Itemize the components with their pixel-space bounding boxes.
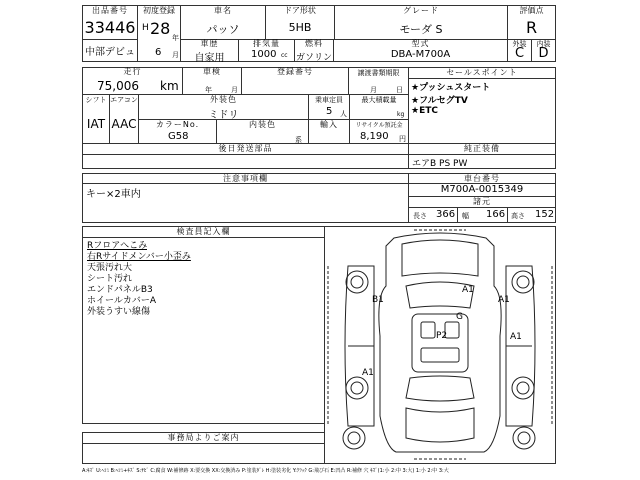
office-divider bbox=[82, 443, 325, 444]
diagram-mark-5: P2 bbox=[436, 331, 448, 341]
mileage: 75,006 bbox=[97, 79, 139, 93]
displacement-header: 排気量 bbox=[253, 39, 280, 48]
selling-point-3: ★ETC bbox=[411, 106, 438, 116]
trunk-outline bbox=[406, 408, 474, 442]
diagram-mark-7: A1 bbox=[362, 368, 374, 378]
inspection-header: 車検 bbox=[203, 67, 221, 76]
interior-color-header: 内装色 bbox=[249, 120, 276, 129]
inspector-line-3: 天張汚れ大 bbox=[87, 263, 133, 273]
recycle-unit: 円 bbox=[399, 135, 406, 143]
diagram-mark-2: B1 bbox=[372, 295, 384, 305]
year-unit: 年 bbox=[172, 34, 179, 42]
frame-divider-3 bbox=[408, 207, 556, 208]
ext-grade: C bbox=[514, 46, 525, 61]
later-parts-divider bbox=[82, 154, 409, 155]
displacement: 1000 bbox=[251, 49, 277, 60]
later-parts-header: 後日発送部品 bbox=[218, 144, 273, 153]
notes-value: キー×2車内 bbox=[86, 189, 141, 200]
ext-header: 外装 bbox=[512, 40, 527, 48]
hood-outline bbox=[402, 240, 478, 276]
inspection-month-unit: 月 bbox=[231, 86, 238, 94]
wheel-front-right bbox=[512, 271, 534, 293]
color-no: G58 bbox=[168, 131, 189, 142]
recycle-fee: 8,190 bbox=[360, 131, 389, 142]
inspector-line-5: エンドパネルB3 bbox=[87, 285, 153, 295]
length-label: 長さ bbox=[413, 212, 427, 220]
equipment-divider bbox=[408, 154, 556, 155]
equipment-header: 純正装備 bbox=[464, 144, 500, 153]
doc-day-unit: 日 bbox=[396, 86, 403, 94]
dims-header: 諸元 bbox=[473, 197, 491, 206]
inspector-line-6: ホイールカバーA bbox=[87, 296, 156, 306]
ac: AAC bbox=[111, 117, 137, 131]
inspector-line-4: シート汚れ bbox=[87, 274, 133, 284]
car-name: パッソ bbox=[206, 23, 240, 36]
interior-color-unit: 系 bbox=[295, 136, 302, 144]
doc-expiry-header: 譲渡書類期限 bbox=[357, 69, 400, 77]
mileage-unit: km bbox=[160, 79, 179, 93]
selling-points-divider bbox=[408, 78, 556, 79]
wheel-bottom-left bbox=[343, 427, 365, 449]
score: R bbox=[525, 18, 538, 37]
reg-no-header: 登録番号 bbox=[277, 67, 313, 76]
shift: IAT bbox=[86, 117, 106, 131]
dims-sep-2 bbox=[507, 207, 508, 223]
grade-header: グレード bbox=[403, 6, 439, 15]
int-header: 内装 bbox=[536, 40, 551, 48]
wheel-rear-right bbox=[512, 377, 534, 399]
legend-footer: A:ｷｽﾞ U:ﾍｺﾐ B:ﾍｺﾐ+ｷｽﾞ S:ｻﾋﾞ C:腐食 W:補修跡 X:要交換 XX:交換済み P:塗装ﾀﾞﾚ H:塗装劣化 Y:ｸﾗｯｸ G:飛び石 E:凹凸 R:補修 穴 ｷｽﾞ(1:小 2:中 3:大) 1:小 2:中 3:大 bbox=[82, 468, 449, 474]
wheel-front-left bbox=[346, 271, 368, 293]
inspector-header: 検査員記入欄 bbox=[176, 227, 231, 236]
height: 152 bbox=[535, 209, 555, 220]
exterior-color: ミドリ bbox=[208, 110, 239, 121]
ac-header: エアコン bbox=[110, 96, 138, 104]
dims-sep-1 bbox=[457, 207, 458, 223]
notes-divider bbox=[82, 183, 409, 184]
int-grade: D bbox=[538, 46, 549, 61]
width: 166 bbox=[486, 209, 506, 220]
capacity-header: 乗車定員 bbox=[315, 96, 343, 104]
height-label: 高さ bbox=[511, 212, 525, 220]
venue: 中部デビュ bbox=[85, 47, 135, 58]
model: DBA-M700A bbox=[390, 49, 451, 60]
era: H bbox=[142, 23, 149, 33]
model-header: 型式 bbox=[411, 39, 430, 48]
selling-point-1: ★プッシュスタート bbox=[411, 83, 491, 93]
roof-outline bbox=[412, 314, 468, 372]
selling-points-header: セールスポイント bbox=[446, 68, 518, 77]
import-header: 輸入 bbox=[320, 120, 338, 129]
lot-header: 出品番号 bbox=[92, 6, 128, 15]
rear-window-outline bbox=[406, 376, 474, 401]
shift-header: シフト bbox=[85, 96, 107, 104]
frame-value: M700A-0015349 bbox=[440, 184, 524, 195]
exterior-color-header: 外装色 bbox=[210, 95, 237, 104]
diagram-mark-4: G bbox=[456, 312, 463, 322]
diagram-mark-6: A1 bbox=[510, 332, 522, 342]
fuel: ガソリン bbox=[295, 53, 332, 63]
wheel-rear-left bbox=[346, 377, 368, 399]
car-diagram bbox=[324, 226, 556, 464]
month: 6 bbox=[155, 47, 162, 58]
notes-header: 注意事項欄 bbox=[223, 174, 268, 183]
capacity-unit: 人 bbox=[340, 110, 347, 118]
doc-month-unit: 月 bbox=[370, 86, 377, 94]
length: 366 bbox=[436, 209, 456, 220]
grade: モーダ S bbox=[399, 23, 443, 36]
fuel-header: 燃料 bbox=[305, 39, 323, 48]
equipment-value: エアB PS PW bbox=[412, 159, 468, 169]
max-load-header: 最大積載量 bbox=[361, 96, 397, 104]
door-header: ドア形状 bbox=[284, 6, 316, 15]
wheel-bottom-right bbox=[513, 427, 535, 449]
capacity: 5 bbox=[326, 106, 333, 117]
selling-point-2: ★フルセグTV bbox=[411, 96, 468, 106]
body-outline bbox=[379, 233, 501, 452]
usage-header: 車歴 bbox=[200, 39, 219, 48]
usage: 自家用 bbox=[194, 53, 225, 64]
width-label: 幅 bbox=[462, 212, 469, 220]
frame-header: 車台番号 bbox=[464, 174, 500, 183]
recycle-header: リサイクル預託金 bbox=[355, 122, 403, 129]
year-header: 初度登録 bbox=[143, 6, 175, 15]
lot-number: 33446 bbox=[84, 18, 136, 37]
inspector-line-1: Rフロアへこみ bbox=[87, 241, 148, 251]
max-load-unit: kg bbox=[397, 111, 405, 118]
displacement-unit: cc bbox=[281, 52, 288, 59]
diagram-mark-3: A1 bbox=[498, 295, 510, 305]
inspection-year-unit: 年 bbox=[205, 86, 212, 94]
inspector-line-7: 外装うすい線傷 bbox=[87, 307, 151, 317]
month-unit: 月 bbox=[172, 51, 179, 59]
car-name-header: 車名 bbox=[214, 6, 232, 15]
mileage-header: 走行 bbox=[123, 67, 142, 76]
door: 5HB bbox=[288, 21, 312, 34]
color-no-header: カラーNo. bbox=[155, 120, 200, 129]
office-header: 事務局よりご案内 bbox=[167, 433, 240, 442]
inspector-line-2: 右Rサイドメンバー小歪み bbox=[87, 252, 191, 262]
diagram-mark-1: A1 bbox=[462, 285, 474, 295]
score-header: 評価点 bbox=[519, 6, 544, 15]
year: 28 bbox=[150, 19, 171, 38]
